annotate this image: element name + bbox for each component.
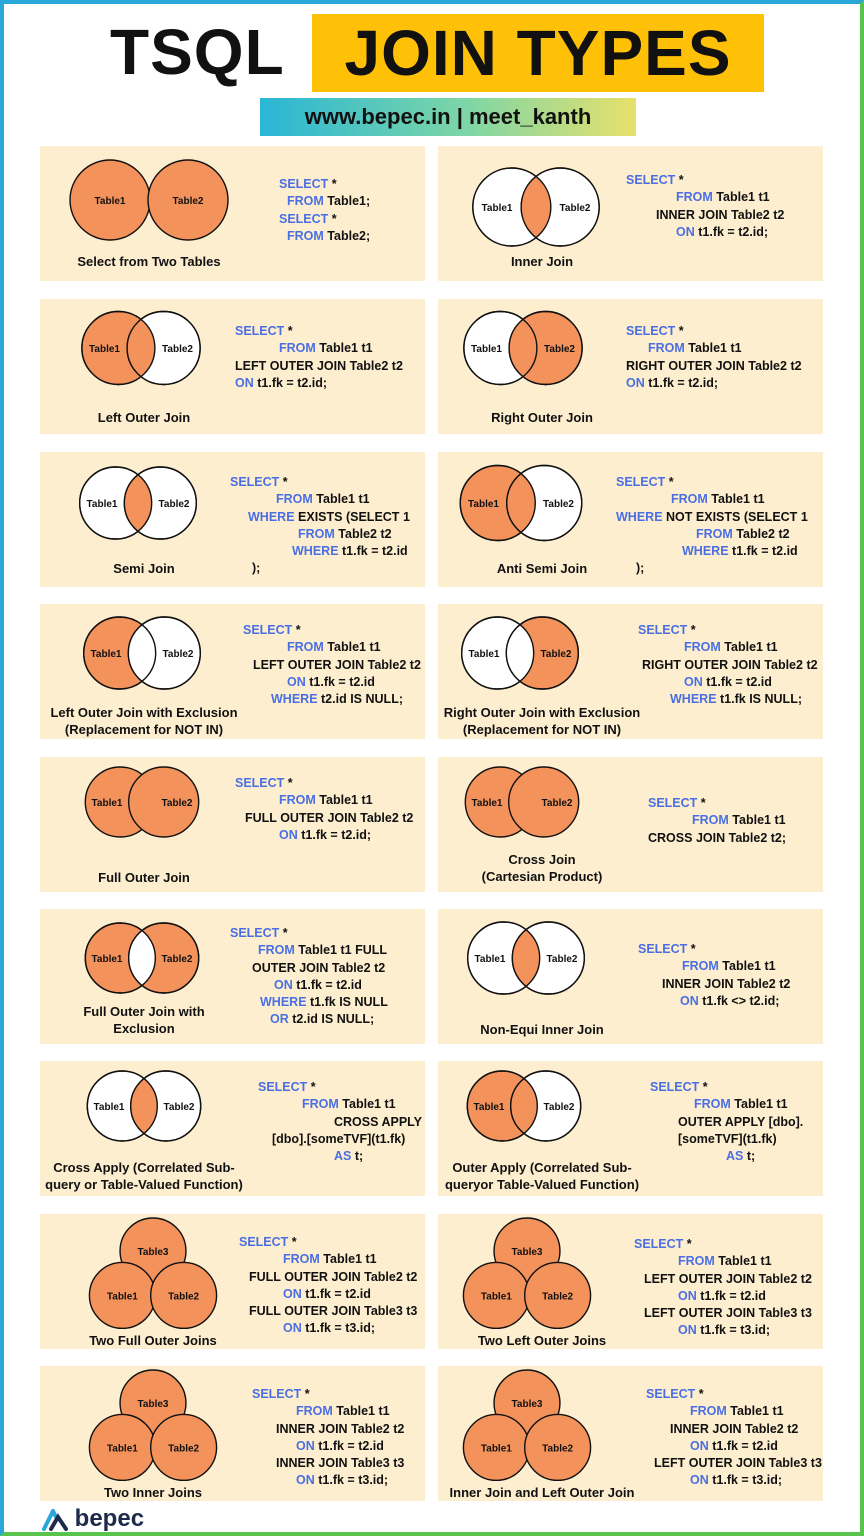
venn-label-table2: Table2 <box>168 1443 200 1455</box>
code-line: FROM Table1 t1 <box>682 959 776 974</box>
title-join-types: JOIN TYPES <box>312 14 764 92</box>
code-line: ON t1.fk <> t2.id; <box>680 993 780 1008</box>
code-line: FROM Table1 t1 <box>690 1404 784 1419</box>
join-title-line: Anti Semi Join <box>496 561 588 576</box>
code-line: ON t1.fk = t3.id; <box>678 1323 771 1338</box>
venn-label-table2: Table2 <box>168 1291 200 1303</box>
code-line: ON t1.fk = t2.id; <box>235 375 328 390</box>
join-card <box>40 1061 425 1196</box>
code-line: ON t1.fk = t2.id <box>296 1438 384 1453</box>
venn-diagram <box>452 166 620 248</box>
venn-label-table2: Table2 <box>540 649 572 660</box>
join-subtitle-line: queryor Table-Valued Function) <box>444 1177 640 1192</box>
join-title-line: Outer Apply (Correlated Sub- <box>452 1160 632 1175</box>
venn-label-table2: Table2 <box>559 203 591 214</box>
code-line: FROM Table1 t1 <box>279 793 373 808</box>
venn-label-table2: Table2 <box>544 344 575 355</box>
code-line: SELECT * <box>235 776 293 790</box>
code-line: ON t1.fk = t2.id <box>283 1286 371 1301</box>
venn-label-table2: Table2 <box>172 196 204 207</box>
code-line: RIGHT OUTER JOIN Table2 t2 <box>626 358 802 373</box>
sql-code-block <box>634 1236 812 1340</box>
code-line: ON t1.fk = t3.id; <box>690 1473 783 1488</box>
venn-diagram <box>68 158 230 242</box>
code-line: SELECT * <box>634 1237 692 1251</box>
code-line: WHERE t1.fk IS NULL; <box>670 692 802 707</box>
join-card <box>438 452 823 587</box>
join-title <box>442 1484 642 1501</box>
join-subtitle-line: query or Table-Valued Function) <box>45 1177 243 1192</box>
venn-label-table2: Table2 <box>158 499 190 510</box>
sql-code-block <box>648 795 786 847</box>
join-subtitle-line: (Replacement for NOT IN) <box>64 722 224 737</box>
venn-label-table2: Table2 <box>546 954 578 965</box>
code-line: INNER JOIN Table2 t2 <box>276 1421 405 1436</box>
venn-label-table2: Table2 <box>543 499 574 510</box>
join-title-line: Left Outer Join with Exclusion <box>50 705 238 720</box>
join-title <box>44 1003 244 1037</box>
code-line: FULL OUTER JOIN Table2 t2 <box>245 810 414 825</box>
venn-diagram <box>446 462 596 544</box>
venn-label-table1: Table1 <box>471 798 503 809</box>
code-line: FROM Table2; <box>287 228 371 243</box>
code-line: FROM Table1 t1 <box>279 341 373 356</box>
join-title <box>44 704 244 738</box>
code-line: ON t1.fk = t2.id; <box>626 375 719 390</box>
join-title-line: Two Full Outer Joins <box>89 1333 217 1348</box>
venn-diagram <box>454 1368 600 1490</box>
join-card <box>40 909 425 1044</box>
join-card <box>438 909 823 1044</box>
code-line: SELECT * <box>279 211 337 226</box>
sql-code-block <box>646 1386 822 1490</box>
code-line: ON t1.fk = t2.id <box>678 1288 766 1303</box>
code-line: OR t2.id IS NULL; <box>270 1012 375 1027</box>
join-title-line: Inner Join <box>510 254 574 269</box>
join-title <box>442 253 642 270</box>
venn-diagram <box>450 307 596 389</box>
venn-diagram <box>452 761 592 843</box>
code-line: FULL OUTER JOIN Table3 t3 <box>249 1304 418 1319</box>
code-line: INNER JOIN Table3 t3 <box>276 1456 405 1471</box>
venn-diagram <box>454 917 598 999</box>
join-card <box>40 452 425 587</box>
venn-label-table2: Table2 <box>542 1291 574 1303</box>
join-card <box>438 1061 823 1196</box>
join-title-line: Cross Join <box>508 852 576 867</box>
venn-label-table2: Table2 <box>163 1102 195 1113</box>
venn-label-table1: Table1 <box>94 196 126 207</box>
venn-diagram <box>74 1065 214 1147</box>
venn-label-table1: Table1 <box>473 1102 505 1113</box>
sql-code-block <box>230 925 388 1029</box>
code-line: SELECT * <box>239 1235 297 1249</box>
code-line: LEFT OUTER JOIN Table2 t2 <box>235 358 403 373</box>
join-card <box>40 146 425 281</box>
code-line: SELECT * <box>243 623 301 637</box>
join-title-line: Cross Apply (Correlated Sub- <box>53 1160 235 1175</box>
code-line: ON t1.fk = t3.id; <box>283 1321 376 1336</box>
venn-diagram <box>70 612 214 694</box>
code-line: OUTER APPLY [dbo]. <box>678 1114 804 1129</box>
bepec-logo-icon <box>42 1509 68 1531</box>
code-line: ON t1.fk = t2.id <box>684 674 772 689</box>
code-line: [dbo].[someTVF](t1.fk) <box>272 1131 406 1146</box>
join-title-line: Full Outer Join <box>98 870 190 885</box>
code-line: ON t1.fk = t2.id <box>274 977 362 992</box>
code-line: AS t; <box>334 1149 364 1164</box>
code-line: LEFT OUTER JOIN Table3 t3 <box>644 1306 812 1321</box>
join-title <box>442 409 642 426</box>
venn-diagram <box>80 1216 226 1338</box>
join-card <box>438 1366 823 1501</box>
join-title <box>44 869 244 886</box>
code-line: FROM Table1 t1 <box>276 492 370 507</box>
venn-diagram <box>80 1368 226 1490</box>
code-line: SELECT * <box>648 796 706 810</box>
venn-diagram <box>72 917 212 999</box>
code-line: LEFT OUTER JOIN Table3 t3 <box>654 1456 822 1471</box>
join-title <box>53 1484 253 1501</box>
join-card <box>40 757 425 892</box>
venn-label-table1: Table1 <box>89 344 120 355</box>
sql-code-block <box>279 176 370 245</box>
join-title-line: Right Outer Join with Exclusion <box>443 705 641 720</box>
code-line: FULL OUTER JOIN Table2 t2 <box>249 1269 418 1284</box>
code-line: FROM Table1 t1 <box>678 1254 772 1269</box>
join-title <box>442 704 642 738</box>
venn-diagram <box>448 612 592 694</box>
code-line: CROSS APPLY <box>334 1114 422 1129</box>
code-line: LEFT OUTER JOIN Table2 t2 <box>644 1271 812 1286</box>
code-line: FROM Table1 t1 <box>287 640 381 655</box>
code-line: SELECT * <box>626 324 684 338</box>
sql-code-block <box>258 1079 422 1165</box>
join-title <box>53 1332 253 1349</box>
code-line: ON t1.fk = t3.id; <box>296 1473 389 1488</box>
venn-label-table1: Table1 <box>480 1291 512 1303</box>
venn-label-table2: Table2 <box>161 798 193 809</box>
join-title-line: Select from Two Tables <box>77 254 221 269</box>
join-title <box>49 253 249 270</box>
code-line: OUTER JOIN Table2 t2 <box>252 960 386 975</box>
sql-code-block <box>239 1234 417 1338</box>
code-line: FROM Table1 t1 FULL <box>258 943 387 958</box>
venn-label-table2: Table2 <box>542 1443 574 1455</box>
venn-label-table1: Table1 <box>474 954 506 965</box>
code-line: SELECT * <box>616 475 674 489</box>
join-card <box>40 1366 425 1501</box>
venn-diagram <box>454 1216 600 1338</box>
code-line: SELECT * <box>230 926 288 940</box>
venn-label-table3: Table3 <box>137 1398 169 1410</box>
join-card <box>438 299 823 434</box>
code-line: SELECT * <box>230 475 288 489</box>
code-line: SELECT * <box>650 1080 708 1094</box>
code-line: [someTVF](t1.fk) <box>678 1131 777 1146</box>
code-line: WHERE t1.fk = t2.id <box>292 544 408 559</box>
join-card <box>40 299 425 434</box>
code-line: FROM Table1 t1 <box>676 190 770 205</box>
code-line: LEFT OUTER JOIN Table2 t2 <box>253 657 421 672</box>
sql-code-block <box>252 1386 404 1490</box>
code-line: FROM Table1 t1 <box>648 341 742 356</box>
venn-label-table2: Table2 <box>162 344 193 355</box>
code-line: FROM Table1 t1 <box>692 813 786 828</box>
sql-code-block <box>243 622 421 708</box>
venn-label-table1: Table1 <box>91 954 123 965</box>
venn-diagram <box>66 462 210 544</box>
code-line: ); <box>636 561 645 576</box>
code-line: FROM Table1; <box>287 194 371 209</box>
code-line: WHERE t2.id IS NULL; <box>271 692 403 707</box>
venn-label-table3: Table3 <box>511 1398 543 1410</box>
code-line: SELECT * <box>638 623 696 637</box>
sql-code-block <box>235 775 413 844</box>
code-line: ON t1.fk = t2.id <box>287 674 375 689</box>
code-line: WHERE NOT EXISTS (SELECT 1 <box>616 509 808 524</box>
venn-label-table1: Table1 <box>106 1443 138 1455</box>
code-line: FROM Table1 t1 <box>283 1252 377 1267</box>
join-title-line: Full Outer Join with <box>83 1004 205 1019</box>
join-title-line: Two Inner Joins <box>104 1485 202 1500</box>
sql-code-block <box>626 172 784 241</box>
venn-label-table1: Table1 <box>106 1291 138 1303</box>
venn-label-table3: Table3 <box>511 1246 543 1258</box>
code-line: AS t; <box>726 1149 756 1164</box>
code-line: SELECT * <box>646 1387 704 1401</box>
code-line: FROM Table1 t1 <box>302 1097 396 1112</box>
code-line: ON t1.fk = t2.id; <box>279 827 372 842</box>
join-title <box>442 560 642 577</box>
code-line: INNER JOIN Table2 t2 <box>662 976 791 991</box>
join-title-line: Non-Equi Inner Join <box>480 1022 604 1037</box>
logo-text: bepec <box>74 1505 145 1532</box>
code-line: FROM Table1 t1 <box>684 640 778 655</box>
venn-label-table2: Table2 <box>541 798 573 809</box>
join-title-line: Left Outer Join <box>97 410 191 425</box>
venn-label-table1: Table1 <box>93 1102 125 1113</box>
join-title <box>442 1159 642 1193</box>
sql-code-block <box>616 474 808 578</box>
venn-label-table1: Table1 <box>468 649 500 660</box>
code-line: SELECT * <box>258 1080 316 1094</box>
venn-label-table1: Table1 <box>481 203 513 214</box>
venn-label-table3: Table3 <box>137 1246 169 1258</box>
code-line: SELECT * <box>235 324 293 338</box>
join-card <box>40 1214 425 1349</box>
code-line: ON t1.fk = t2.id; <box>676 224 769 239</box>
join-title <box>442 851 642 885</box>
sql-code-block <box>650 1079 803 1165</box>
code-line: FROM Table2 t2 <box>298 526 392 541</box>
sql-code-block <box>230 474 410 578</box>
join-title <box>442 1021 642 1038</box>
venn-label-table1: Table1 <box>480 1443 512 1455</box>
venn-label-table2: Table2 <box>162 649 194 660</box>
venn-label-table1: Table1 <box>86 499 118 510</box>
code-line: FROM Table1 t1 <box>694 1097 788 1112</box>
join-card <box>438 757 823 892</box>
code-line: FROM Table2 t2 <box>696 526 790 541</box>
code-line: WHERE EXISTS (SELECT 1 <box>248 509 410 524</box>
join-card <box>438 146 823 281</box>
sql-code-block <box>638 941 790 1010</box>
venn-label-table1: Table1 <box>91 798 123 809</box>
join-title <box>44 560 244 577</box>
join-title-line: Two Left Outer Joins <box>477 1333 607 1348</box>
code-line: INNER JOIN Table2 t2 <box>670 1421 799 1436</box>
venn-label-table1: Table1 <box>90 649 122 660</box>
join-title <box>442 1332 642 1349</box>
subtitle-links: www.bepec.in | meet_kanth <box>260 98 636 136</box>
code-line: CROSS JOIN Table2 t2; <box>648 830 787 845</box>
join-title-line: Right Outer Join <box>491 410 593 425</box>
code-line: FROM Table1 t1 <box>671 492 765 507</box>
code-line: SELECT * <box>626 173 684 187</box>
join-subtitle-line: (Replacement for NOT IN) <box>462 722 622 737</box>
code-line: SELECT * <box>279 177 337 191</box>
sql-code-block <box>638 622 818 708</box>
code-line: INNER JOIN Table2 t2 <box>656 207 785 222</box>
join-subtitle-line: Exclusion <box>113 1021 175 1036</box>
venn-diagram <box>454 1065 594 1147</box>
join-title <box>44 1159 244 1193</box>
code-line: SELECT * <box>252 1387 310 1401</box>
join-title-line: Inner Join and Left Outer Join <box>449 1485 635 1500</box>
code-line: RIGHT OUTER JOIN Table2 t2 <box>642 657 818 672</box>
sql-code-block <box>626 323 802 392</box>
code-line: ON t1.fk = t2.id <box>690 1438 778 1453</box>
venn-label-table2: Table2 <box>543 1102 575 1113</box>
join-title-line: Semi Join <box>113 561 175 576</box>
join-card <box>438 1214 823 1349</box>
venn-label-table2: Table2 <box>161 954 193 965</box>
join-title <box>44 409 244 426</box>
header <box>0 8 864 92</box>
join-subtitle-line: (Cartesian Product) <box>481 869 603 884</box>
code-line: FROM Table1 t1 <box>296 1404 390 1419</box>
venn-label-table1: Table1 <box>471 344 502 355</box>
venn-label-table1: Table1 <box>468 499 499 510</box>
join-card <box>438 604 823 739</box>
code-line: WHERE t1.fk IS NULL <box>260 995 388 1010</box>
sql-code-block <box>235 323 403 392</box>
code-line: SELECT * <box>638 942 696 956</box>
footer-logo <box>42 1505 144 1533</box>
venn-diagram <box>68 307 214 389</box>
title-tsql: TSQL <box>110 16 285 88</box>
code-line: WHERE t1.fk = t2.id <box>682 544 798 559</box>
join-card <box>40 604 425 739</box>
code-line: ); <box>252 561 261 576</box>
venn-diagram <box>72 761 212 843</box>
